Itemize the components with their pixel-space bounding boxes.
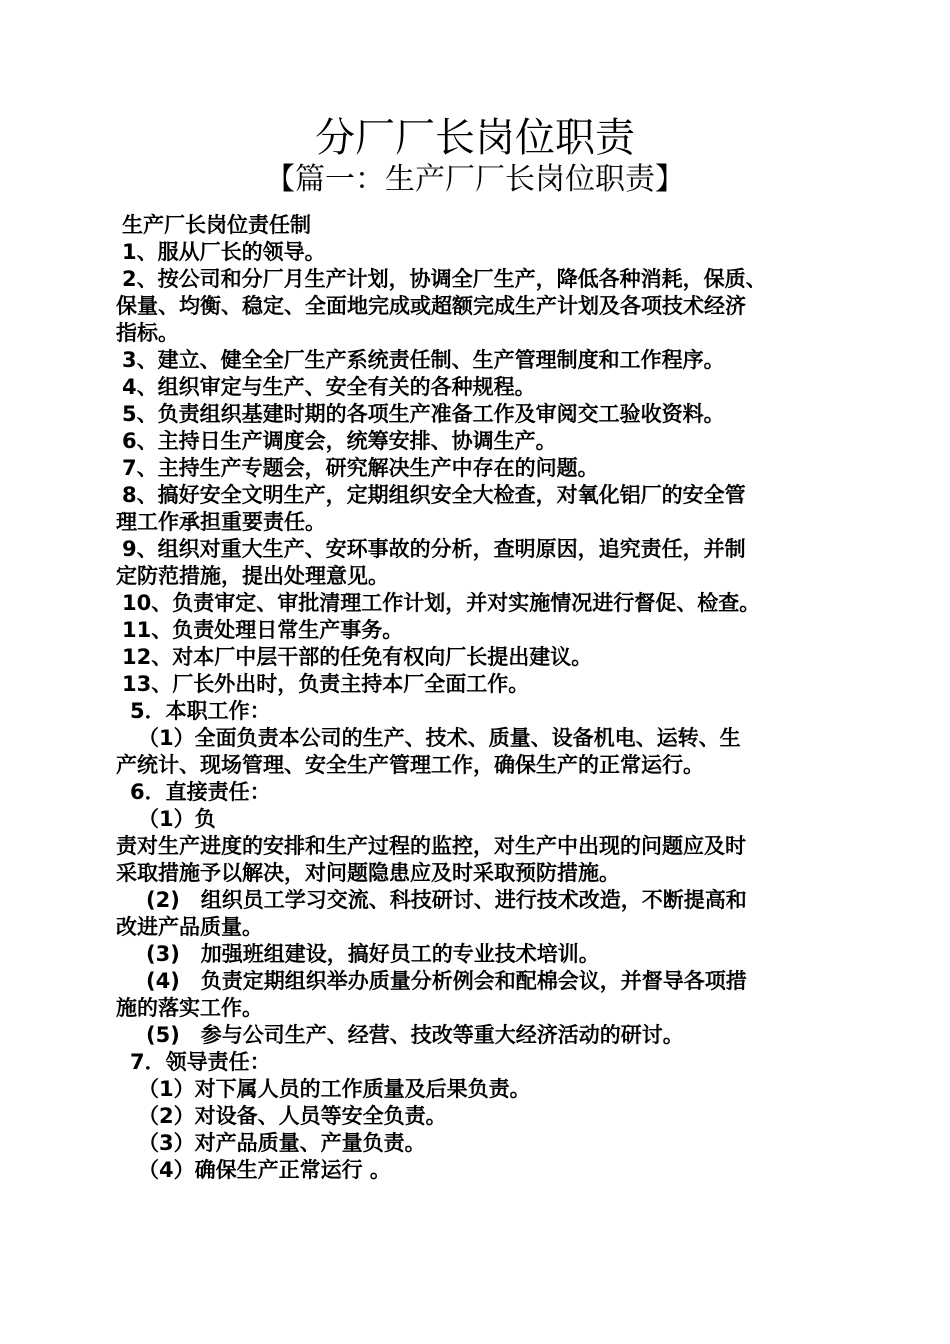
text-line: 7、主持生产专题会，研究解决生产中存在的问题。: [122, 456, 599, 480]
text-line: (2) 组织员工学习交流、科技研讨、进行技术改造，不断提高和: [146, 888, 747, 912]
text-line: (4) 负责定期组织举办质量分析例会和配棉会议，并督导各项措: [146, 969, 747, 993]
document-body: [116, 212, 838, 1184]
text-line: （4）确保生产正常运行 。: [138, 1158, 391, 1182]
text-line: 指标。: [116, 321, 179, 345]
text-line: （2）对设备、人员等安全负责。: [138, 1104, 447, 1128]
text-line: 改进产品质量。: [116, 915, 263, 939]
document-title: 分厂厂长岗位职责: [315, 115, 635, 161]
text-line: 13、厂长外出时，负责主持本厂全面工作。: [122, 672, 530, 696]
text-line: 1、服从厂长的领导。: [122, 240, 326, 264]
section-heading: 6．直接责任：: [130, 780, 271, 804]
section-heading: 7．领导责任：: [130, 1050, 271, 1074]
text-line: 理工作承担重要责任。: [116, 510, 326, 534]
text-line: 10、负责审定、审批清理工作计划，并对实施情况进行督促、检查。: [122, 591, 761, 615]
text-line: 定防范措施，提出处理意见。: [116, 564, 389, 588]
text-line: 12、对本厂中层干部的任免有权向厂长提出建议。: [122, 645, 593, 669]
text-line: 2、按公司和分厂月生产计划，协调全厂生产，降低各种消耗，保质、: [122, 267, 767, 291]
text-line: 施的落实工作。: [116, 996, 263, 1020]
section-heading: 生产厂长岗位责任制: [122, 213, 311, 237]
text-line: 8、搞好安全文明生产，定期组织安全大检查，对氧化铝厂的安全管: [122, 483, 746, 507]
text-line: 保量、均衡、稳定、全面地完成或超额完成生产计划及各项技术经济: [116, 294, 746, 318]
document-subtitle: 【篇一：生产厂厂长岗位职责】: [265, 162, 685, 197]
section-heading: 5．本职工作：: [130, 699, 271, 723]
text-line: 4、组织审定与生产、安全有关的各种规程。: [122, 375, 536, 399]
text-line: 11、负责处理日常生产事务。: [122, 618, 404, 642]
text-line: (3) 加强班组建设，搞好员工的专业技术培训。: [146, 942, 600, 966]
text-line: （1）全面负责本公司的生产、技术、质量、设备机电、运转、生: [138, 726, 741, 750]
text-line: 产统计、现场管理、安全生产管理工作，确保生产的正常运行。: [116, 753, 704, 777]
text-line: （1）负: [138, 807, 216, 831]
text-line: （3）对产品质量、产量负责。: [138, 1131, 426, 1155]
text-line: (5) 参与公司生产、经营、技改等重大经济活动的研讨。: [146, 1023, 684, 1047]
text-line: 5、负责组织基建时期的各项生产准备工作及审阅交工验收资料。: [122, 402, 725, 426]
text-line: 6、主持日生产调度会，统筹安排、协调生产。: [122, 429, 557, 453]
text-line: 9、组织对重大生产、安环事故的分析，查明原因，追究责任，并制: [122, 537, 746, 561]
text-line: （1）对下属人员的工作质量及后果负责。: [138, 1077, 531, 1101]
text-line: 采取措施予以解决，对问题隐患应及时采取预防措施。: [116, 861, 620, 885]
text-line: 3、建立、健全全厂生产系统责任制、生产管理制度和工作程序。: [122, 348, 725, 372]
text-line: 责对生产进度的安排和生产过程的监控，对生产中出现的问题应及时: [116, 834, 746, 858]
